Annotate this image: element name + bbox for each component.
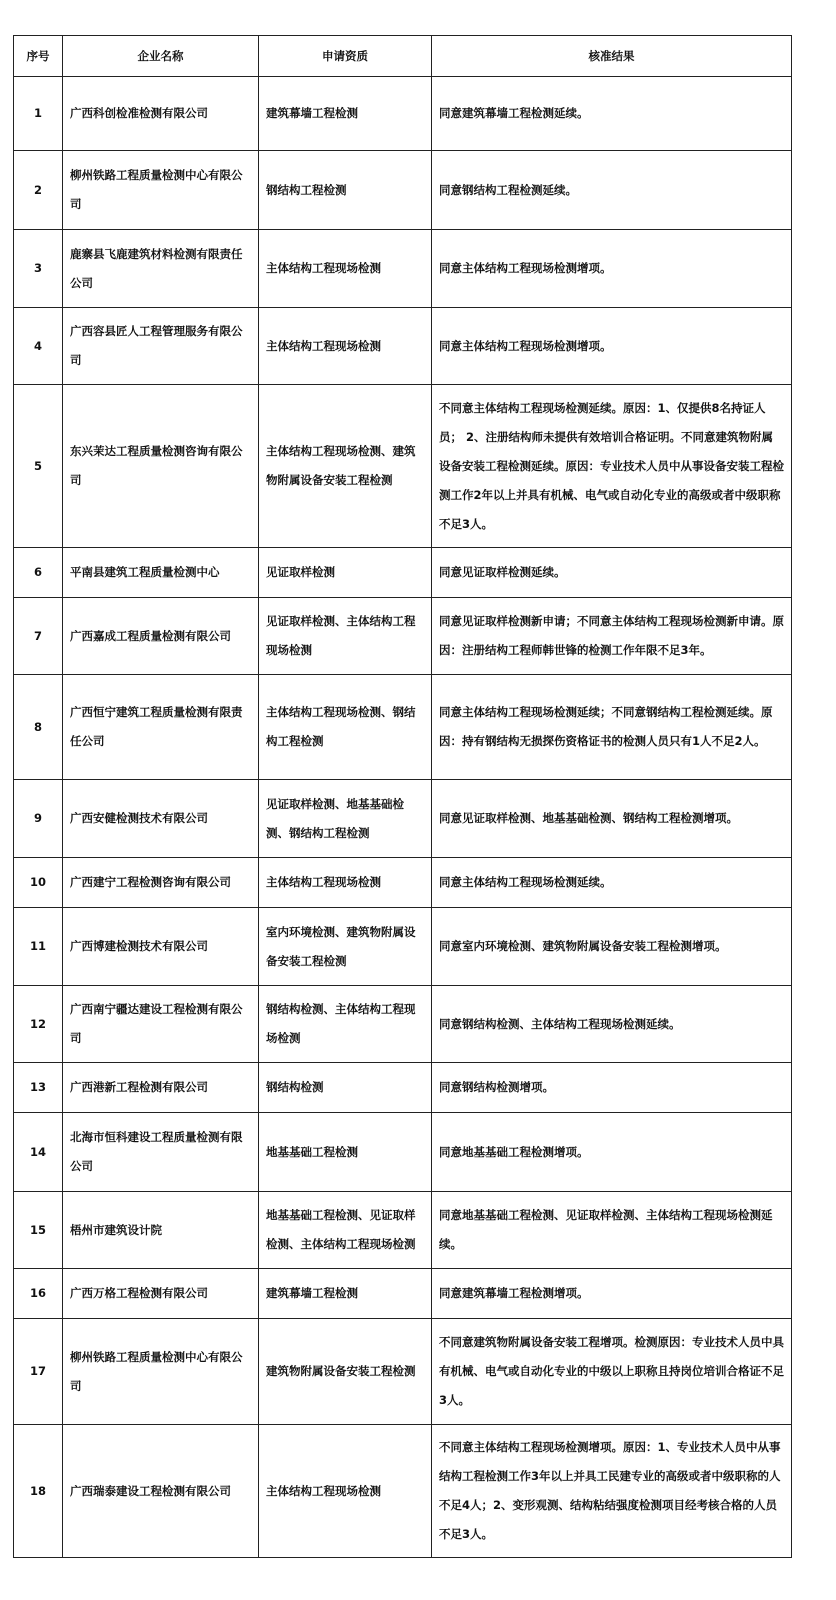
result-cell: 同意主体结构工程现场检测增项。 xyxy=(432,230,792,308)
header-qualification: 申请资质 xyxy=(259,36,432,77)
row-index: 16 xyxy=(14,1269,63,1319)
table-row xyxy=(14,1113,792,1192)
table-row xyxy=(14,230,792,308)
table-row xyxy=(14,598,792,675)
row-index: 5 xyxy=(14,385,63,548)
row-index: 14 xyxy=(14,1113,63,1192)
table-row xyxy=(14,908,792,986)
company-name-cell: 广西博建检测技术有限公司 xyxy=(63,908,259,986)
result-cell: 不同意主体结构工程现场检测延续。原因：1、仅提供8名持证人员； 2、注册结构师未提供有效培训合格证明。不同意建筑物附属设备安装工程检测延续。原因：专业技术人员中从事设备安装工程检测工作2年以上并具有机械、电气或自动化专业的高级或者中级职称不足3人。 xyxy=(432,385,792,548)
table-row xyxy=(14,1063,792,1113)
qualification-cell: 见证取样检测、地基基础检测、钢结构工程检测 xyxy=(259,780,432,858)
company-name-cell: 平南县建筑工程质量检测中心 xyxy=(63,548,259,598)
company-name-cell: 柳州铁路工程质量检测中心有限公司 xyxy=(63,151,259,230)
company-name-cell: 广西容县匠人工程管理服务有限公司 xyxy=(63,308,259,385)
result-cell: 同意主体结构工程现场检测增项。 xyxy=(432,308,792,385)
table-row xyxy=(14,548,792,598)
table-header-row xyxy=(14,36,792,77)
result-cell: 同意地基基础工程检测增项。 xyxy=(432,1113,792,1192)
result-cell: 同意见证取样检测、地基基础检测、钢结构工程检测增项。 xyxy=(432,780,792,858)
company-name-cell: 东兴茉达工程质量检测咨询有限公司 xyxy=(63,385,259,548)
qualification-cell: 见证取样检测、主体结构工程现场检测 xyxy=(259,598,432,675)
table-row xyxy=(14,77,792,151)
company-name-cell: 广西建宁工程检测咨询有限公司 xyxy=(63,858,259,908)
row-index: 15 xyxy=(14,1192,63,1269)
table-row xyxy=(14,1425,792,1558)
table-row xyxy=(14,385,792,548)
table-row xyxy=(14,151,792,230)
company-name-cell: 梧州市建筑设计院 xyxy=(63,1192,259,1269)
header-result: 核准结果 xyxy=(432,36,792,77)
row-index: 3 xyxy=(14,230,63,308)
row-index: 17 xyxy=(14,1319,63,1425)
qualification-cell: 主体结构工程现场检测、建筑物附属设备安装工程检测 xyxy=(259,385,432,548)
company-name-cell: 广西科创检准检测有限公司 xyxy=(63,77,259,151)
header-company-name: 企业名称 xyxy=(63,36,259,77)
row-index: 2 xyxy=(14,151,63,230)
company-name-cell: 广西嘉成工程质量检测有限公司 xyxy=(63,598,259,675)
table-row xyxy=(14,308,792,385)
result-cell: 同意主体结构工程现场检测延续。 xyxy=(432,858,792,908)
qualification-review-table xyxy=(13,35,792,1558)
qualification-cell: 钢结构检测 xyxy=(259,1063,432,1113)
company-name-cell: 鹿寨县飞鹿建筑材料检测有限责任公司 xyxy=(63,230,259,308)
table-body xyxy=(14,77,792,1558)
row-index: 11 xyxy=(14,908,63,986)
result-cell: 同意见证取样检测延续。 xyxy=(432,548,792,598)
company-name-cell: 广西恒宁建筑工程质量检测有限责任公司 xyxy=(63,675,259,780)
qualification-cell: 见证取样检测 xyxy=(259,548,432,598)
row-index: 12 xyxy=(14,986,63,1063)
qualification-cell: 主体结构工程现场检测、钢结构工程检测 xyxy=(259,675,432,780)
result-cell: 同意建筑幕墙工程检测增项。 xyxy=(432,1269,792,1319)
qualification-cell: 钢结构检测、主体结构工程现场检测 xyxy=(259,986,432,1063)
result-cell: 同意主体结构工程现场检测延续；不同意钢结构工程检测延续。原因：持有钢结构无损探伤资格证书的检测人员只有1人不足2人。 xyxy=(432,675,792,780)
row-index: 7 xyxy=(14,598,63,675)
company-name-cell: 广西港新工程检测有限公司 xyxy=(63,1063,259,1113)
table-row xyxy=(14,1319,792,1425)
qualification-cell: 主体结构工程现场检测 xyxy=(259,308,432,385)
result-cell: 同意钢结构检测增项。 xyxy=(432,1063,792,1113)
table-row xyxy=(14,780,792,858)
qualification-cell: 主体结构工程现场检测 xyxy=(259,230,432,308)
qualification-cell: 建筑幕墙工程检测 xyxy=(259,77,432,151)
company-name-cell: 柳州铁路工程质量检测中心有限公司 xyxy=(63,1319,259,1425)
qualification-cell: 地基基础工程检测 xyxy=(259,1113,432,1192)
table-row xyxy=(14,1269,792,1319)
company-name-cell: 北海市恒科建设工程质量检测有限公司 xyxy=(63,1113,259,1192)
table-row xyxy=(14,858,792,908)
row-index: 13 xyxy=(14,1063,63,1113)
row-index: 10 xyxy=(14,858,63,908)
result-cell: 不同意主体结构工程现场检测增项。原因：1、专业技术人员中从事结构工程检测工作3年以上并具工民建专业的高级或者中级职称的人不足4人；2、变形观测、结构粘结强度检测项目经考核合格的人员不足3人。 xyxy=(432,1425,792,1558)
qualification-cell: 主体结构工程现场检测 xyxy=(259,858,432,908)
result-cell: 同意见证取样检测新申请；不同意主体结构工程现场检测新申请。原因：注册结构工程师韩世锋的检测工作年限不足3年。 xyxy=(432,598,792,675)
result-cell: 同意地基基础工程检测、见证取样检测、主体结构工程现场检测延续。 xyxy=(432,1192,792,1269)
row-index: 6 xyxy=(14,548,63,598)
qualification-cell: 建筑物附属设备安装工程检测 xyxy=(259,1319,432,1425)
table-row xyxy=(14,986,792,1063)
company-name-cell: 广西南宁疆达建设工程检测有限公司 xyxy=(63,986,259,1063)
row-index: 1 xyxy=(14,77,63,151)
qualification-cell: 主体结构工程现场检测 xyxy=(259,1425,432,1558)
company-name-cell: 广西万格工程检测有限公司 xyxy=(63,1269,259,1319)
result-cell: 同意建筑幕墙工程检测延续。 xyxy=(432,77,792,151)
result-cell: 不同意建筑物附属设备安装工程增项。检测原因：专业技术人员中具有机械、电气或自动化专业的中级以上职称且持岗位培训合格证不足3人。 xyxy=(432,1319,792,1425)
result-cell: 同意钢结构检测、主体结构工程现场检测延续。 xyxy=(432,986,792,1063)
qualification-cell: 建筑幕墙工程检测 xyxy=(259,1269,432,1319)
company-name-cell: 广西安健检测技术有限公司 xyxy=(63,780,259,858)
table-row xyxy=(14,1192,792,1269)
qualification-cell: 钢结构工程检测 xyxy=(259,151,432,230)
table-row xyxy=(14,675,792,780)
qualification-cell: 地基基础工程检测、见证取样检测、主体结构工程现场检测 xyxy=(259,1192,432,1269)
row-index: 9 xyxy=(14,780,63,858)
result-cell: 同意钢结构工程检测延续。 xyxy=(432,151,792,230)
result-cell: 同意室内环境检测、建筑物附属设备安装工程检测增项。 xyxy=(432,908,792,986)
qualification-cell: 室内环境检测、建筑物附属设备安装工程检测 xyxy=(259,908,432,986)
header-index: 序号 xyxy=(14,36,63,77)
row-index: 8 xyxy=(14,675,63,780)
row-index: 18 xyxy=(14,1425,63,1558)
company-name-cell: 广西瑞泰建设工程检测有限公司 xyxy=(63,1425,259,1558)
row-index: 4 xyxy=(14,308,63,385)
